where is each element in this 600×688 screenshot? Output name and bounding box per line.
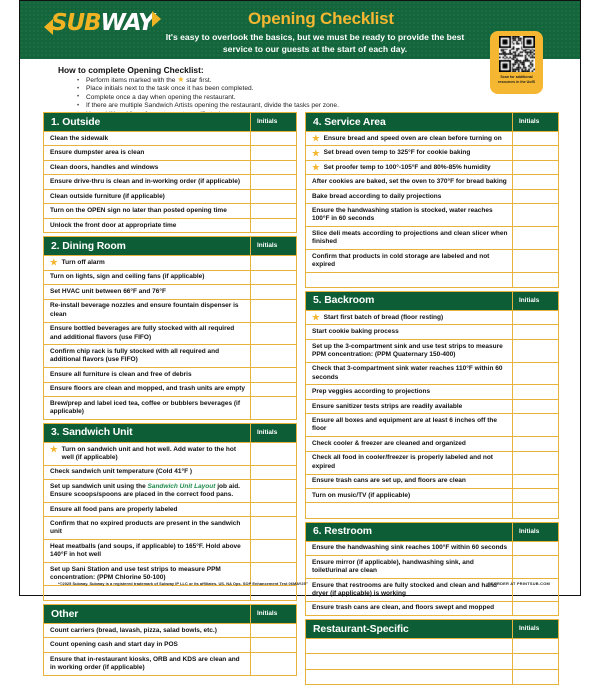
task-cell xyxy=(306,325,512,338)
instruction-text-tail: star first. xyxy=(184,77,212,84)
task-cell xyxy=(306,204,512,226)
task-text: Turn on the OPEN sign no later than posted opening time xyxy=(50,207,227,215)
task-cell xyxy=(44,466,250,479)
task-text: Check all food in cooler/freezer is properly labeled and not expired xyxy=(312,454,493,470)
checklist-row xyxy=(43,466,297,480)
initials-input-cell[interactable] xyxy=(250,517,296,539)
checklist-row xyxy=(305,273,559,288)
initials-column-header: Initials xyxy=(512,113,558,131)
instruction-text: If there are multiple Sandwich Artists opening the restaurant, divide the tasks per zone. xyxy=(86,102,339,110)
initials-input-cell[interactable] xyxy=(512,556,558,578)
checklist-row xyxy=(43,190,297,204)
section-header xyxy=(305,522,559,542)
task-cell xyxy=(306,556,512,578)
checklist-row xyxy=(305,437,559,451)
initials-input-cell[interactable] xyxy=(250,256,296,269)
qr-panel[interactable] xyxy=(490,31,543,94)
task-cell xyxy=(44,300,250,322)
task-cell xyxy=(44,624,250,637)
reorder-text: REORDER AT PRINTSUB.COM xyxy=(487,581,550,586)
initials-input-cell[interactable] xyxy=(512,489,558,502)
task-text: Prep veggies according to projections xyxy=(312,388,431,396)
checklist-section xyxy=(305,522,559,617)
initials-input-cell[interactable] xyxy=(250,624,296,637)
initials-input-cell[interactable] xyxy=(512,161,558,174)
initials-column-header: Initials xyxy=(250,424,296,442)
star-icon: ★ xyxy=(312,133,320,144)
task-cell xyxy=(306,132,512,145)
task-text: Ensure bread and speed oven are clean before turning on xyxy=(323,134,502,142)
initials-input-cell[interactable] xyxy=(250,175,296,188)
task-cell xyxy=(306,273,512,287)
checklist-row xyxy=(43,256,297,270)
checklist-row xyxy=(305,175,559,189)
section-header xyxy=(305,291,559,311)
task-text: Ensure the handwashing station is stocked, water reaches 100°F in 60 seconds xyxy=(312,207,493,223)
task-text: Confirm that no expired products are present in the sandwich unit xyxy=(50,520,241,536)
task-text: Check sandwich unit temperature (Cold 41°F ) xyxy=(50,468,193,476)
initials-input-cell[interactable] xyxy=(512,311,558,324)
initials-input-cell[interactable] xyxy=(512,250,558,272)
initials-input-cell[interactable] xyxy=(250,132,296,145)
star-icon: ★ xyxy=(50,257,58,268)
task-text: Confirm that products in cold storage are labeled and not expired xyxy=(312,252,490,268)
task-text: Turn on music/TV (if applicable) xyxy=(312,491,411,499)
checklist-section xyxy=(43,236,297,420)
page-title: Opening Checklist xyxy=(248,9,394,28)
task-text: Turn off alarm xyxy=(61,258,105,266)
task-text: Ensure that in-restaurant kiosks, ORB and KDS are clean and in working order (if applicable) xyxy=(50,655,240,671)
checklist-row xyxy=(43,204,297,218)
instructions-block xyxy=(58,65,478,119)
checklist-row xyxy=(43,300,297,323)
section-header xyxy=(43,236,297,256)
task-text: Clean outside furniture (if applicable) xyxy=(50,192,165,200)
checklist-row xyxy=(43,480,297,503)
initials-input-cell[interactable] xyxy=(250,345,296,367)
task-text: Ensure trash cans are clean, and floors swept and mopped xyxy=(312,604,495,612)
checklist-row xyxy=(305,227,559,250)
task-cell xyxy=(306,437,512,450)
task-cell xyxy=(44,397,250,419)
initials-column-header: Initials xyxy=(512,620,558,638)
task-cell xyxy=(306,363,512,385)
task-cell xyxy=(44,285,250,298)
checklist-row xyxy=(305,340,559,363)
task-cell xyxy=(44,132,250,145)
logo-right-arrow-icon xyxy=(152,11,161,27)
initials-input-cell[interactable] xyxy=(512,639,558,653)
right-column xyxy=(305,112,559,688)
instruction-item xyxy=(86,102,478,110)
task-text: Brew/prep and label iced tea, coffee or bubblers beverages (if applicable) xyxy=(50,399,241,416)
checklist-section xyxy=(305,619,559,685)
logo-way-text: WAY xyxy=(100,10,154,36)
task-text: Start cookie baking process xyxy=(312,328,399,336)
checklist-row xyxy=(305,325,559,339)
initials-column-header: Initials xyxy=(512,523,558,541)
initials-input-cell[interactable] xyxy=(250,368,296,381)
section-title: 2. Dining Room xyxy=(51,240,126,252)
star-icon: ★ xyxy=(312,147,320,158)
task-text: Check cooler & freezer are cleaned and organized xyxy=(312,439,466,447)
star-icon: ★ xyxy=(50,444,58,455)
checklist-section xyxy=(305,112,559,288)
checklist-row xyxy=(43,132,297,146)
checklist-row xyxy=(43,503,297,517)
checklist-row xyxy=(305,146,559,160)
initials-input-cell[interactable] xyxy=(512,190,558,203)
star-icon: ★ xyxy=(312,312,320,323)
page-subtitle: It's easy to overlook the basics, but we must be ready to provide the best service to our guests at the start of each day. xyxy=(165,32,465,54)
initials-input-cell[interactable] xyxy=(250,161,296,174)
task-text: Slice deli meats according to projections and clean slicer when finished xyxy=(312,229,508,246)
checklist-row xyxy=(305,250,559,273)
instructions-title: How to complete Opening Checklist: xyxy=(58,65,204,75)
section-title: 1. Outside xyxy=(51,116,101,128)
initials-input-cell[interactable] xyxy=(512,340,558,362)
task-text: Clean doors, handles and windows xyxy=(50,163,159,171)
task-text: Ensure all food pans are properly labeled xyxy=(50,505,178,513)
checklist-row xyxy=(43,146,297,160)
qr-caption: Scan for additional resources in the UofS xyxy=(497,75,536,84)
task-cell xyxy=(306,146,512,159)
initials-input-cell[interactable] xyxy=(250,323,296,345)
task-cell xyxy=(44,540,250,562)
checklist-row xyxy=(43,161,297,175)
task-cell xyxy=(306,602,512,615)
checklist-row xyxy=(305,654,559,669)
section-header xyxy=(305,112,559,132)
initials-input-cell[interactable] xyxy=(512,437,558,450)
initials-input-cell[interactable] xyxy=(250,190,296,203)
checklist-row xyxy=(305,542,559,556)
checklist-page xyxy=(19,0,581,671)
task-cell xyxy=(306,250,512,272)
task-cell xyxy=(306,452,512,474)
initials-input-cell[interactable] xyxy=(250,638,296,651)
instruction-text: Complete once a day when opening the restaurant. xyxy=(86,93,236,101)
task-text: Ensure floors are clean and mopped, and trash units are empty xyxy=(50,385,246,393)
task-text: Count carriers (bread, lavash, pizza, salad bowls, etc.) xyxy=(50,626,217,634)
checklist-row xyxy=(43,219,297,233)
initials-input-cell[interactable] xyxy=(250,586,296,600)
checklist-row xyxy=(43,175,297,189)
initials-input-cell[interactable] xyxy=(250,271,296,284)
checklist-section xyxy=(43,423,297,601)
initials-column-header: Initials xyxy=(250,605,296,623)
initials-input-cell[interactable] xyxy=(512,542,558,555)
task-text: Ensure drive-thru is clean and in-working order (if applicable) xyxy=(50,178,240,186)
job-aid-link[interactable]: Sandwich Unit Layout xyxy=(147,482,216,490)
checklist-columns xyxy=(43,112,559,688)
task-text: Re-install beverage nozzles and ensure fountain dispenser is clean xyxy=(50,302,239,318)
initials-input-cell[interactable] xyxy=(250,653,296,675)
initials-input-cell[interactable] xyxy=(512,227,558,249)
task-cell xyxy=(306,542,512,555)
instruction-item xyxy=(86,77,478,85)
checklist-row xyxy=(43,517,297,540)
task-cell xyxy=(44,175,250,188)
initials-input-cell[interactable] xyxy=(250,285,296,298)
task-text: Set proofer temp to 100°-105°F and 80%-85% humidity xyxy=(323,163,491,171)
task-cell xyxy=(306,175,512,188)
initials-input-cell[interactable] xyxy=(250,480,296,502)
checklist-row xyxy=(305,190,559,204)
section-title: Restaurant-Specific xyxy=(313,623,409,635)
task-text: Ensure trash cans are set up, and floors are clean xyxy=(312,477,466,485)
initials-input-cell[interactable] xyxy=(250,204,296,217)
checklist-row xyxy=(43,285,297,299)
section-title: 3. Sandwich Unit xyxy=(51,427,133,439)
initials-input-cell[interactable] xyxy=(512,146,558,159)
task-text: Confirm chip rack is fully stocked with all required and additional flavors (use FIFO) xyxy=(50,348,220,364)
checklist-row xyxy=(305,132,559,146)
task-cell xyxy=(44,204,250,217)
task-text: Set bread oven temp to 325°F for cookie baking xyxy=(323,149,471,157)
task-cell xyxy=(44,443,250,465)
task-cell xyxy=(44,586,250,600)
initials-input-cell[interactable] xyxy=(512,385,558,398)
task-cell xyxy=(306,639,512,653)
initials-column-header: Initials xyxy=(512,292,558,310)
task-text: Ensure sanitizer tests strips are readily available xyxy=(312,402,463,410)
task-text: Heat meatballs (and soups, if applicable) to 165°F. Hold above 140°F in hot well xyxy=(50,542,241,559)
task-cell xyxy=(306,311,512,324)
initials-input-cell[interactable] xyxy=(512,325,558,338)
checklist-row xyxy=(43,624,297,638)
checklist-row xyxy=(305,602,559,616)
section-title: Other xyxy=(51,608,79,620)
initials-input-cell[interactable] xyxy=(250,300,296,322)
initials-input-cell[interactable] xyxy=(250,443,296,465)
initials-input-cell[interactable] xyxy=(250,219,296,232)
task-text: Ensure the handwashing sink reaches 100°F within 60 seconds xyxy=(312,544,508,552)
checklist-row xyxy=(43,271,297,285)
initials-input-cell[interactable] xyxy=(512,204,558,226)
checklist-row xyxy=(305,414,559,437)
task-cell xyxy=(306,385,512,398)
task-text: Ensure all boxes and equipment are at least 6 inches off the floor xyxy=(312,417,497,433)
task-text: Clean the sidewalk xyxy=(50,134,109,142)
checklist-row xyxy=(305,452,559,475)
task-cell xyxy=(44,638,250,651)
task-text xyxy=(50,483,246,500)
task-cell xyxy=(306,503,512,517)
task-cell xyxy=(44,383,250,396)
task-text: Bake bread according to daily projections xyxy=(312,192,442,200)
checklist-row xyxy=(43,638,297,652)
instruction-text: Perform items marked with the xyxy=(86,77,178,84)
section-header xyxy=(43,423,297,443)
checklist-row xyxy=(305,311,559,325)
initials-input-cell[interactable] xyxy=(250,397,296,419)
task-text-tail: job aid. Ensure scoops/spoons are placed in the correct food pans. xyxy=(50,482,240,499)
task-cell xyxy=(44,219,250,232)
checklist-row xyxy=(305,400,559,414)
initials-input-cell[interactable] xyxy=(250,540,296,562)
logo-left-arrow-icon xyxy=(44,19,53,35)
page-footer xyxy=(58,581,550,586)
initials-input-cell[interactable] xyxy=(512,175,558,188)
initials-input-cell[interactable] xyxy=(250,383,296,396)
checklist-row xyxy=(305,670,559,685)
legal-text: *©2025 Subway. Subway is a registered trademark of Subway IP LLC or its affiliates. US. NA Ops. SOP Enhancement Test 06MAY25” xyxy=(58,581,308,586)
checklist-row xyxy=(43,397,297,420)
checklist-row xyxy=(43,323,297,346)
task-text: Ensure dumpster area is clean xyxy=(50,149,145,157)
task-cell xyxy=(306,400,512,413)
checklist-row xyxy=(305,503,559,518)
instruction-item xyxy=(86,85,478,93)
initials-input-cell[interactable] xyxy=(512,654,558,668)
task-cell xyxy=(44,503,250,516)
task-text: Set up the 3-compartment sink and use test strips to measure PPM concentration: (PPM Quaternary 150-400) xyxy=(312,342,503,358)
section-header xyxy=(43,112,297,132)
instruction-text: Place initials next to the task once it has been completed. xyxy=(86,85,254,93)
section-header xyxy=(305,619,559,639)
task-cell xyxy=(44,323,250,345)
task-cell xyxy=(44,161,250,174)
checklist-row xyxy=(305,161,559,175)
checklist-row xyxy=(305,385,559,399)
task-cell xyxy=(306,190,512,203)
initials-input-cell[interactable] xyxy=(512,132,558,145)
task-cell xyxy=(44,653,250,675)
initials-input-cell[interactable] xyxy=(250,503,296,516)
initials-input-cell[interactable] xyxy=(512,363,558,385)
left-column xyxy=(43,112,297,688)
initials-input-cell[interactable] xyxy=(512,400,558,413)
task-cell xyxy=(306,475,512,488)
initials-input-cell[interactable] xyxy=(512,273,558,287)
logo-sub-text: SUB xyxy=(51,10,101,36)
checklist-row xyxy=(43,368,297,382)
task-cell xyxy=(306,227,512,249)
checklist-section xyxy=(43,112,297,233)
task-text: Set HVAC unit between 66°F and 76°F xyxy=(50,287,166,295)
checklist-section xyxy=(305,291,559,519)
checklist-row xyxy=(305,639,559,654)
task-text: Unlock the front door at appropriate time xyxy=(50,221,177,229)
checklist-row xyxy=(305,363,559,386)
task-text: Turn on lights, sign and ceiling fans (if applicable) xyxy=(50,273,205,281)
task-cell xyxy=(44,480,250,502)
initials-column-header: Initials xyxy=(250,237,296,255)
task-cell xyxy=(44,368,250,381)
star-icon: ★ xyxy=(177,75,185,84)
initials-column-header: Initials xyxy=(250,113,296,131)
checklist-row xyxy=(43,653,297,676)
checklist-row xyxy=(305,556,559,579)
task-cell xyxy=(306,161,512,174)
initials-input-cell[interactable] xyxy=(250,466,296,479)
task-text: Check that 3-compartment sink water reaches 110°F within 60 seconds xyxy=(312,365,503,381)
section-gap xyxy=(43,676,297,679)
instruction-item xyxy=(86,94,478,102)
checklist-row xyxy=(43,383,297,397)
task-cell xyxy=(44,146,250,159)
task-cell xyxy=(44,345,250,367)
checklist-row xyxy=(305,475,559,489)
task-text: Set up Sani Station and use test strips to measure PPM concentration: (PPM Chlorine 50-100) xyxy=(50,565,221,581)
section-title: 4. Service Area xyxy=(313,116,386,128)
checklist-row xyxy=(43,586,297,601)
task-text: Count opening cash and start day in POS xyxy=(50,641,178,649)
checklist-row xyxy=(305,489,559,503)
section-title: 5. Backroom xyxy=(313,295,375,307)
task-cell xyxy=(44,517,250,539)
checklist-row xyxy=(305,204,559,227)
checklist-row xyxy=(43,345,297,368)
task-text: Ensure bottled beverages are fully stocked with all required and additional flavors (use FIFO) xyxy=(50,325,235,341)
subway-logo xyxy=(44,10,161,36)
star-icon: ★ xyxy=(312,162,320,173)
task-cell xyxy=(306,489,512,502)
task-cell xyxy=(44,190,250,203)
task-text: Turn on sandwich unit and hot well. Add water to the hot well (if applicable) xyxy=(61,445,237,461)
task-text: Ensure mirror (if applicable), handwashing sink, and toilet/urinal are clean xyxy=(312,558,474,575)
initials-input-cell[interactable] xyxy=(512,503,558,517)
section-gap xyxy=(305,685,559,688)
checklist-row xyxy=(43,443,297,466)
initials-input-cell[interactable] xyxy=(512,414,558,436)
task-cell xyxy=(306,340,512,362)
qr-code-icon xyxy=(499,36,535,72)
task-text-lead: Set up sandwich unit using the xyxy=(50,482,148,490)
task-cell xyxy=(306,654,512,668)
task-text: Start first batch of bread (floor resting) xyxy=(323,313,444,321)
task-text: Ensure that restrooms are fully stocked and clean and hand dryer (if applicable) is working xyxy=(312,581,497,597)
task-cell xyxy=(306,670,512,684)
task-text: After cookies are baked, set the oven to 370°F for bread baking xyxy=(312,178,507,186)
task-cell xyxy=(44,271,250,284)
task-text: Ensure all furniture is clean and free of debris xyxy=(50,370,192,378)
task-cell xyxy=(306,414,512,436)
initials-input-cell[interactable] xyxy=(512,452,558,474)
initials-input-cell[interactable] xyxy=(512,475,558,488)
checklist-row xyxy=(43,540,297,563)
section-header xyxy=(43,604,297,624)
section-title: 6. Restroom xyxy=(313,526,372,538)
initials-input-cell[interactable] xyxy=(512,602,558,615)
checklist-section xyxy=(43,604,297,676)
initials-input-cell[interactable] xyxy=(250,146,296,159)
task-cell xyxy=(44,256,250,269)
initials-input-cell[interactable] xyxy=(512,670,558,684)
